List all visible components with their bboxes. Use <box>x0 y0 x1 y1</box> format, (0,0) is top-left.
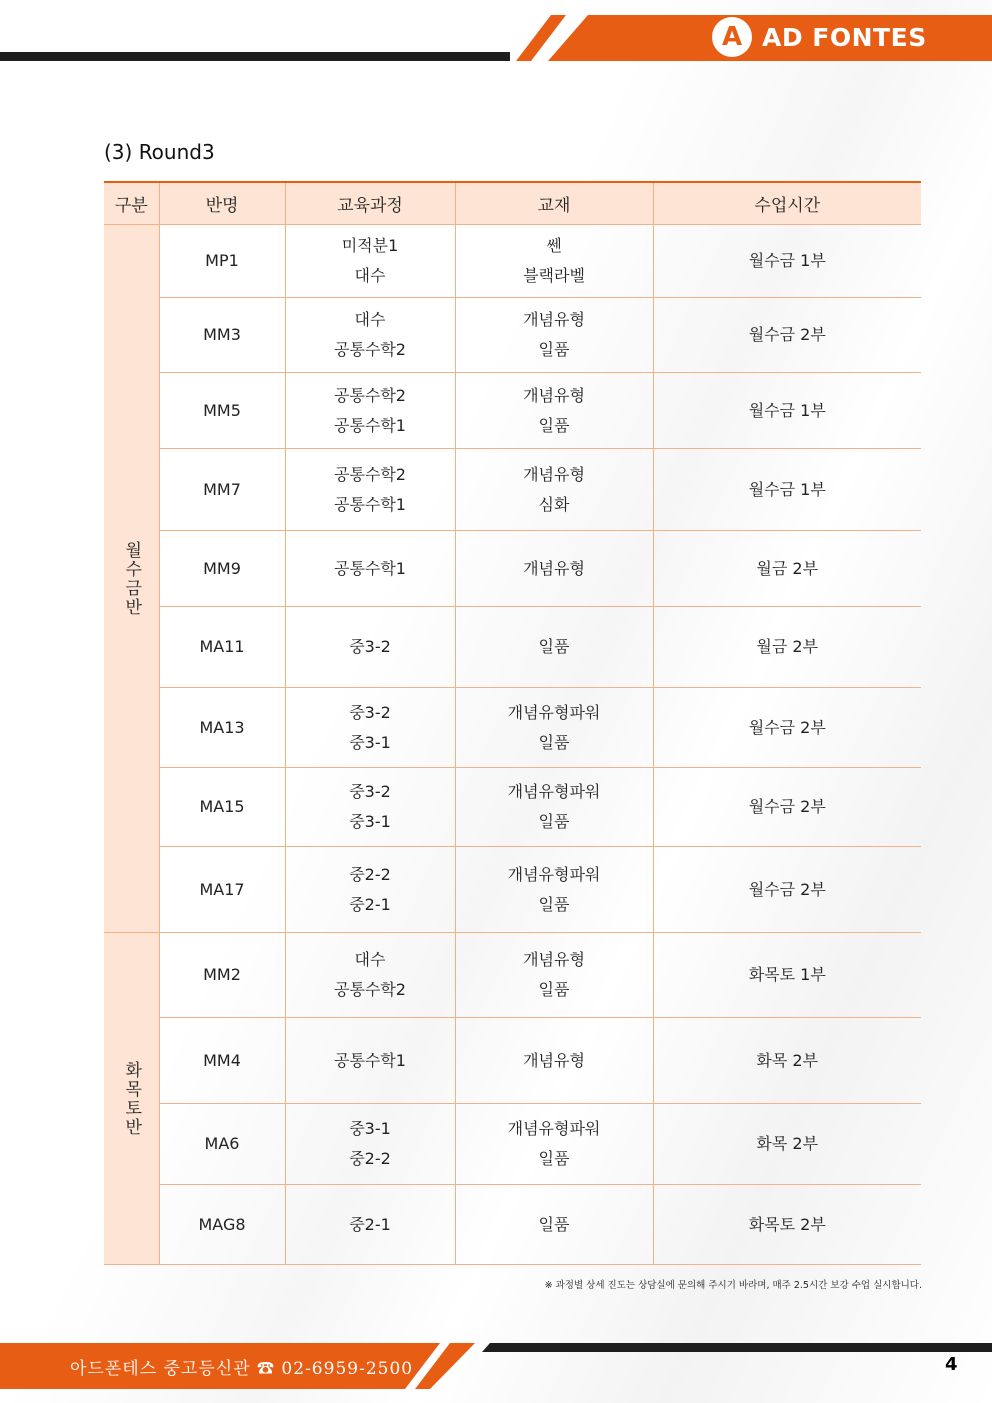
logo-text: AD FONTES <box>762 22 927 52</box>
textbook-line: 개념유형 <box>523 464 585 484</box>
class-time: 월수금 1부 <box>653 373 921 449</box>
class-time: 화목토 2부 <box>653 1185 921 1265</box>
textbook-line: 일품 <box>538 894 570 914</box>
column-header: 교육과정 <box>285 182 455 225</box>
course-line: 공통수학1 <box>333 494 406 514</box>
course <box>285 847 455 933</box>
class-name: MA13 <box>159 688 285 768</box>
course <box>285 688 455 768</box>
textbook-line: 개념유형파워 <box>507 782 601 801</box>
logo <box>712 17 927 57</box>
table-row <box>104 1185 921 1265</box>
class-time: 월수금 1부 <box>653 449 921 531</box>
textbook-line: 개념유형파워 <box>507 864 601 884</box>
textbook <box>455 225 653 298</box>
class-name: MM7 <box>159 449 285 531</box>
table-row <box>104 1104 921 1185</box>
table-row <box>104 225 921 298</box>
textbook-line: 심화 <box>538 494 570 514</box>
header-black-bar <box>0 52 510 61</box>
course-line: 중3-1 <box>349 1119 391 1138</box>
course <box>285 449 455 531</box>
course-line: 중2-2 <box>349 864 391 884</box>
class-name: MA17 <box>159 847 285 933</box>
textbook-line: 개념유형파워 <box>507 1119 601 1138</box>
column-header: 교재 <box>455 182 653 225</box>
course-line: 공통수학1 <box>333 1050 406 1070</box>
course-line: 공통수학2 <box>333 340 406 359</box>
textbook-line: 일품 <box>538 1149 570 1168</box>
textbook-line: 블랙라벨 <box>523 266 585 285</box>
textbook <box>455 531 653 607</box>
textbook-line: 일품 <box>538 637 570 656</box>
class-name: MM5 <box>159 373 285 449</box>
class-time: 월수금 1부 <box>653 225 921 298</box>
footnote: ※ 과정별 상세 진도는 상담실에 문의해 주시기 바라며, 매주 2.5시간 보강 수업 실시합니다. <box>544 1280 922 1291</box>
class-time: 월금 2부 <box>653 607 921 688</box>
table-row <box>104 768 921 847</box>
course <box>285 531 455 607</box>
textbook-line: 일품 <box>538 980 570 999</box>
class-time: 월수금 2부 <box>653 847 921 933</box>
course-line: 중2-1 <box>349 894 391 914</box>
table-row <box>104 373 921 449</box>
class-name: MM3 <box>159 298 285 373</box>
course-line: 중3-2 <box>349 637 391 656</box>
class-name: MA15 <box>159 768 285 847</box>
course <box>285 933 455 1018</box>
textbook <box>455 1104 653 1185</box>
class-time: 월수금 2부 <box>653 768 921 847</box>
section-title: (3) Round3 <box>104 140 215 164</box>
class-time: 월금 2부 <box>653 531 921 607</box>
course-line: 중3-2 <box>349 702 391 722</box>
footer-black-bar <box>482 1343 992 1352</box>
table-row <box>104 449 921 531</box>
course <box>285 373 455 449</box>
textbook-line: 일품 <box>538 340 570 359</box>
class-name: MAG8 <box>159 1185 285 1265</box>
course-line: 공통수학1 <box>333 415 406 435</box>
column-header: 반명 <box>159 182 285 225</box>
course <box>285 768 455 847</box>
course <box>285 225 455 298</box>
textbook <box>455 373 653 449</box>
class-time: 월수금 2부 <box>653 688 921 768</box>
textbook <box>455 688 653 768</box>
textbook-line: 일품 <box>538 812 570 831</box>
course <box>285 298 455 373</box>
course-line: 공통수학2 <box>333 385 406 405</box>
class-name: MM4 <box>159 1018 285 1104</box>
textbook-line: 일품 <box>538 415 570 435</box>
class-name: MA11 <box>159 607 285 688</box>
class-time: 화목토 1부 <box>653 933 921 1018</box>
page-number: 4 <box>945 1354 958 1375</box>
course <box>285 1104 455 1185</box>
table-row <box>104 933 921 1018</box>
schedule-table <box>104 181 921 1265</box>
textbook <box>455 1185 653 1265</box>
course-line: 공통수학2 <box>333 980 406 999</box>
course-line: 대수 <box>354 266 386 285</box>
course-line: 대수 <box>354 310 386 329</box>
column-header: 구분 <box>104 182 159 225</box>
textbook-line: 일품 <box>538 1214 570 1234</box>
textbook-line: 개념유형파워 <box>507 702 601 722</box>
table-row <box>104 298 921 373</box>
textbook-line: 쎈 <box>546 236 562 255</box>
group-label: 화목토반 <box>104 933 159 1265</box>
textbook-line: 일품 <box>538 732 570 752</box>
class-name: MA6 <box>159 1104 285 1185</box>
table-row <box>104 531 921 607</box>
textbook <box>455 768 653 847</box>
column-header: 수업시간 <box>653 182 921 225</box>
textbook <box>455 298 653 373</box>
class-name: MP1 <box>159 225 285 298</box>
class-name: MM2 <box>159 933 285 1018</box>
textbook-line: 개념유형 <box>523 558 585 578</box>
group-label: 월수금반 <box>104 225 159 933</box>
textbook-line: 개념유형 <box>523 950 585 969</box>
class-name: MM9 <box>159 531 285 607</box>
textbook-line: 개념유형 <box>523 310 585 329</box>
table-row <box>104 607 921 688</box>
course-line: 공통수학2 <box>333 464 406 484</box>
table-row <box>104 847 921 933</box>
textbook <box>455 1018 653 1104</box>
course-line: 중2-2 <box>349 1149 391 1168</box>
logo-icon: A <box>712 17 752 57</box>
course-line: 중2-1 <box>349 1214 391 1234</box>
textbook-line: 개념유형 <box>523 385 585 405</box>
textbook <box>455 607 653 688</box>
class-time: 월수금 2부 <box>653 298 921 373</box>
textbook <box>455 847 653 933</box>
table-row <box>104 688 921 768</box>
class-time: 화목 2부 <box>653 1104 921 1185</box>
course-line: 대수 <box>354 950 386 969</box>
table-header-row <box>104 182 921 225</box>
course-line: 중3-1 <box>349 812 391 831</box>
table-row <box>104 1018 921 1104</box>
textbook <box>455 933 653 1018</box>
textbook <box>455 449 653 531</box>
course-line: 공통수학1 <box>333 558 406 578</box>
course <box>285 1185 455 1265</box>
course <box>285 607 455 688</box>
course-line: 중3-2 <box>349 782 391 801</box>
course-line: 미적분1 <box>341 236 399 255</box>
textbook-line: 개념유형 <box>523 1050 585 1070</box>
course-line: 중3-1 <box>349 732 391 752</box>
class-time: 화목 2부 <box>653 1018 921 1104</box>
footer-contact: 아드폰테스 중고등신관 ☎ 02-6959-2500 <box>70 1359 414 1379</box>
course <box>285 1018 455 1104</box>
